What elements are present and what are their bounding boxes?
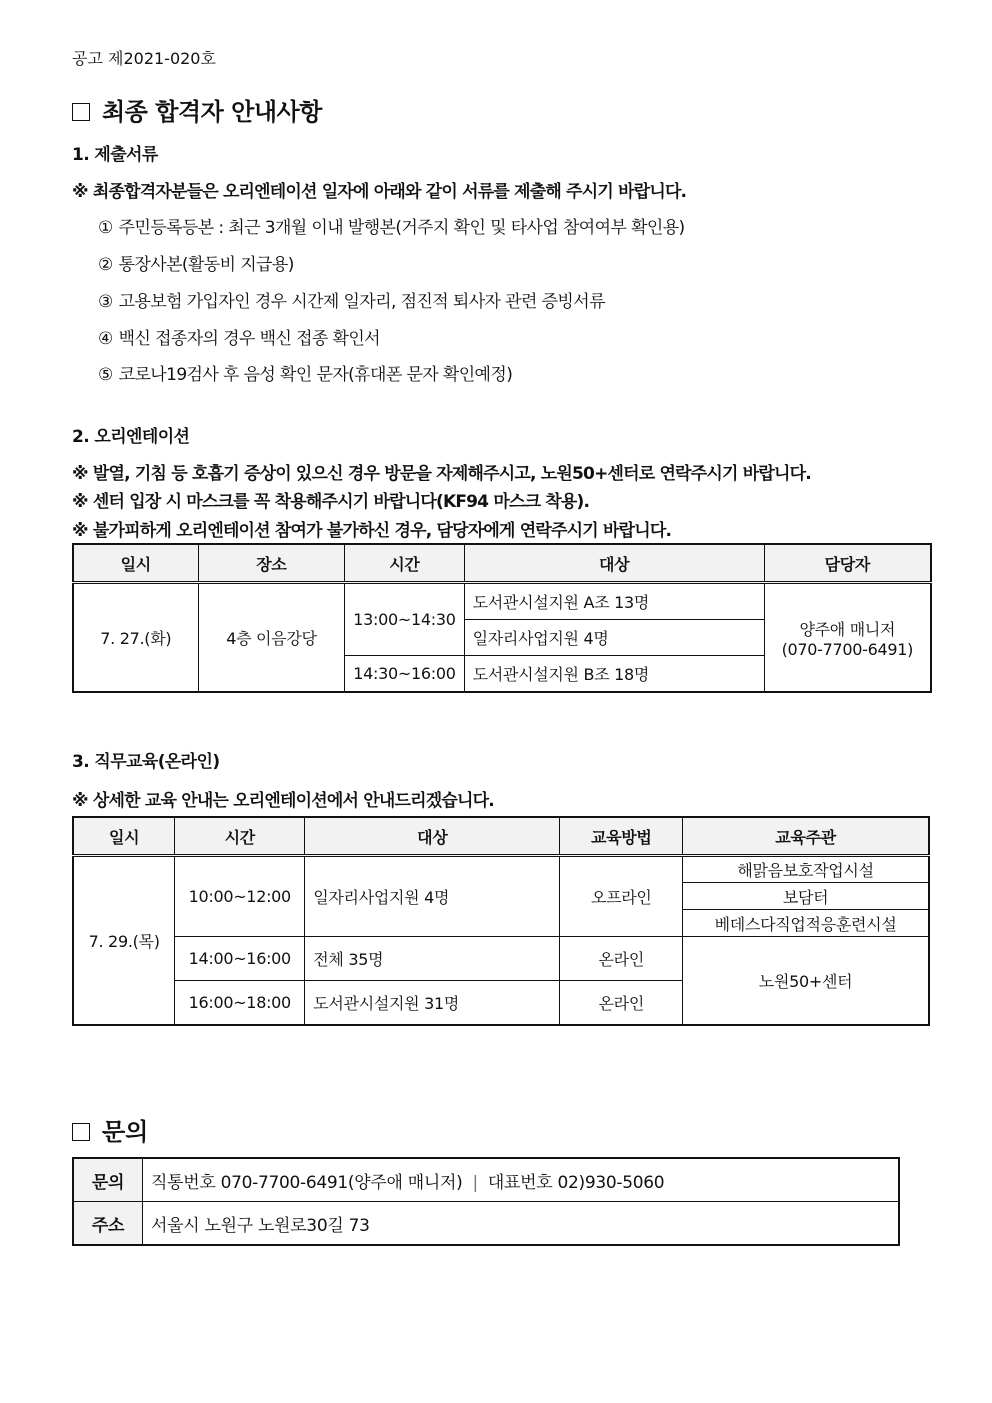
header-time: 시간 bbox=[175, 817, 305, 856]
header-target: 대상 bbox=[464, 544, 764, 583]
training-shared-host: 노원50+센터 bbox=[683, 937, 929, 1025]
training-target-3: 도서관시설지원 31명 bbox=[305, 981, 560, 1025]
inquiry-title-text: 문의 bbox=[102, 1118, 149, 1146]
training-host-2: 보담터 bbox=[683, 883, 929, 910]
section3-note: ※ 상세한 교육 안내는 오리엔테이션에서 안내드리겠습니다. bbox=[72, 791, 494, 811]
header-time: 시간 bbox=[345, 544, 464, 583]
header-method: 교육방법 bbox=[560, 817, 683, 856]
orientation-target-3: 도서관시설지원 B조 18명 bbox=[464, 656, 764, 693]
header-host: 교육주관 bbox=[683, 817, 929, 856]
section3-title: 3. 직무교육(온라인) bbox=[72, 752, 220, 772]
notice-number: 공고 제2021-020호 bbox=[72, 49, 216, 68]
document-item-2: ② 통장사본(활동비 지급용) bbox=[98, 255, 294, 275]
inquiry-phones bbox=[143, 1158, 900, 1202]
document-item-3: ③ 고용보험 가입자인 경우 시간제 일자리, 점진적 퇴사자 관련 증빙서류 bbox=[98, 292, 605, 312]
inquiry-table bbox=[72, 1157, 900, 1246]
header-date: 일시 bbox=[73, 817, 175, 856]
document-item-5: ⑤ 코로나19검사 후 음성 확인 문자(휴대폰 문자 확인예정) bbox=[98, 365, 513, 385]
document-item-4: ④ 백신 접종자의 경우 백신 접종 확인서 bbox=[98, 329, 380, 349]
address-value: 서울시 노원구 노원로30길 73 bbox=[143, 1202, 900, 1246]
training-time-1: 10:00~12:00 bbox=[175, 856, 305, 937]
section2-note-2: ※ 센터 입장 시 마스크를 꼭 착용해주시기 바랍니다(KF94 마스크 착용). bbox=[72, 492, 590, 512]
orientation-contact bbox=[764, 583, 931, 693]
header-date: 일시 bbox=[73, 544, 198, 583]
orientation-target-2: 일자리사업지원 4명 bbox=[464, 620, 764, 656]
inquiry-title bbox=[72, 1112, 148, 1147]
orientation-date: 7. 27.(화) bbox=[73, 583, 198, 693]
training-method-3: 온라인 bbox=[560, 981, 683, 1025]
training-time-2: 14:00~16:00 bbox=[175, 937, 305, 981]
header-place: 장소 bbox=[198, 544, 345, 583]
section2-note-1: ※ 발열, 기침 등 호흡기 증상이 있으신 경우 방문을 자제해주시고, 노원50+센터로 연락주시기 바랍니다. bbox=[72, 464, 811, 484]
training-method-1: 오프라인 bbox=[560, 856, 683, 937]
address-label: 주소 bbox=[73, 1202, 143, 1246]
contact-name: 양주애 매니저 bbox=[799, 619, 896, 639]
training-table bbox=[72, 816, 930, 1026]
inquiry-label: 문의 bbox=[73, 1158, 143, 1202]
orientation-time-1: 13:00~14:30 bbox=[345, 583, 464, 656]
page-title bbox=[72, 92, 322, 127]
main-phone: 대표번호 02)930-5060 bbox=[487, 1172, 665, 1193]
training-host-1: 해맑음보호작업시설 bbox=[683, 856, 929, 883]
orientation-target-1: 도서관시설지원 A조 13명 bbox=[464, 583, 764, 620]
checkbox-square-icon bbox=[72, 1123, 90, 1141]
header-target: 대상 bbox=[305, 817, 560, 856]
training-method-2: 온라인 bbox=[560, 937, 683, 981]
training-time-3: 16:00~18:00 bbox=[175, 981, 305, 1025]
section1-title: 1. 제출서류 bbox=[72, 145, 158, 165]
orientation-table bbox=[72, 543, 932, 693]
training-date: 7. 29.(목) bbox=[73, 856, 175, 1025]
orientation-place: 4층 이음강당 bbox=[198, 583, 345, 693]
contact-phone: (070-7700-6491) bbox=[781, 639, 914, 659]
direct-phone: 직통번호 070-7700-6491(양주애 매니저) bbox=[151, 1172, 463, 1193]
document-item-1: ① 주민등록등본 : 최근 3개월 이내 발행본(거주지 확인 및 타사업 참여여부 확인용) bbox=[98, 218, 685, 238]
training-target-2: 전체 35명 bbox=[305, 937, 560, 981]
separator: | bbox=[472, 1172, 478, 1193]
section2-title: 2. 오리엔테이션 bbox=[72, 427, 190, 447]
header-contact: 담당자 bbox=[764, 544, 931, 583]
section1-note: ※ 최종합격자분들은 오리엔테이션 일자에 아래와 같이 서류를 제출해 주시기 바랍니다. bbox=[72, 182, 687, 202]
section2-note-3: ※ 불가피하게 오리엔테이션 참여가 불가하신 경우, 담당자에게 연락주시기 바랍니다. bbox=[72, 521, 672, 541]
checkbox-square-icon bbox=[72, 103, 90, 121]
training-host-3: 베데스다직업적응훈련시설 bbox=[683, 910, 929, 937]
training-target-1: 일자리사업지원 4명 bbox=[305, 856, 560, 937]
orientation-time-2: 14:30~16:00 bbox=[345, 656, 464, 693]
page-title-text: 최종 합격자 안내사항 bbox=[102, 98, 322, 126]
